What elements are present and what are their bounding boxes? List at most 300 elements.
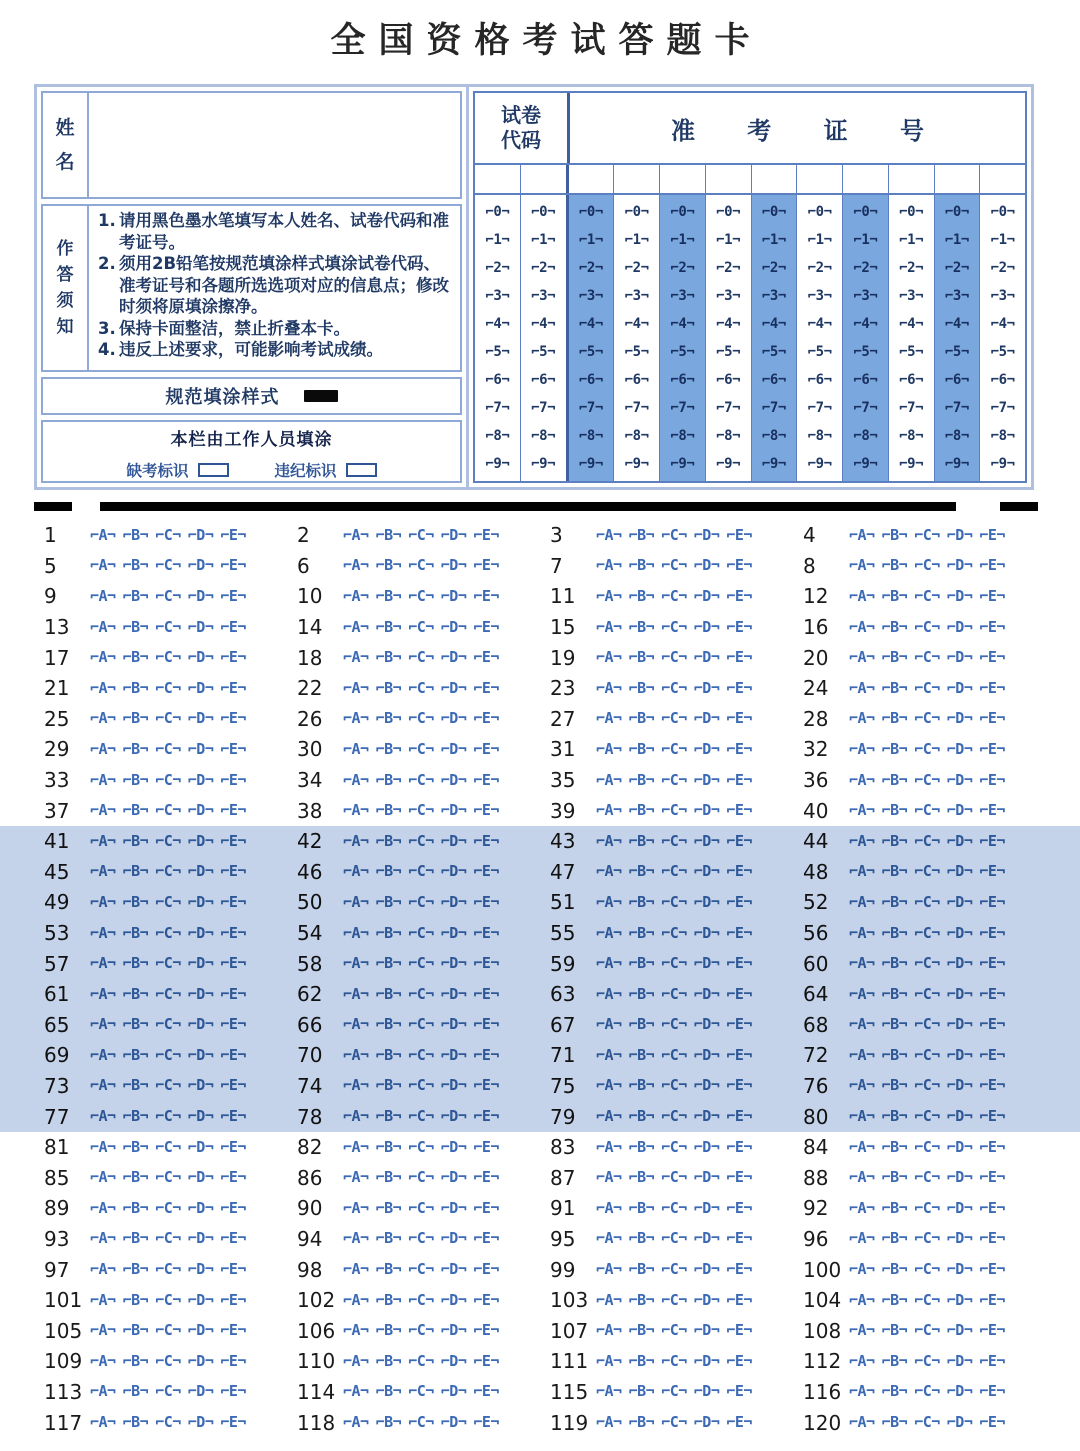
option-bubble-C[interactable]: ⌐C¬ [914,525,940,544]
bubble-6[interactable]: ⌐6¬ [761,372,786,388]
bubble-2[interactable]: ⌐2¬ [990,260,1015,276]
option-bubble-C[interactable]: ⌐C¬ [661,923,687,942]
bubble-0[interactable]: ⌐0¬ [853,204,878,220]
option-bubble-C[interactable]: ⌐C¬ [408,1351,434,1370]
option-bubble-B[interactable]: ⌐B¬ [628,1290,655,1309]
option-bubble-C[interactable]: ⌐C¬ [408,525,434,544]
option-bubble-E[interactable]: ⌐E¬ [726,1382,752,1401]
option-bubble-E[interactable]: ⌐E¬ [979,1229,1005,1248]
option-bubble-B[interactable]: ⌐B¬ [881,1015,908,1034]
bubble-3[interactable]: ⌐3¬ [531,288,556,304]
bubble-2[interactable]: ⌐2¬ [944,260,969,276]
option-bubble-E[interactable]: ⌐E¬ [220,1076,246,1095]
option-bubble-D[interactable]: ⌐D¬ [187,678,214,697]
option-bubble-B[interactable]: ⌐B¬ [628,525,655,544]
option-bubble-B[interactable]: ⌐B¬ [375,862,402,881]
option-bubble-A[interactable]: ⌐A¬ [343,892,369,911]
option-bubble-A[interactable]: ⌐A¬ [343,831,369,850]
option-bubble-D[interactable]: ⌐D¬ [440,617,467,636]
option-bubble-A[interactable]: ⌐A¬ [849,1321,875,1340]
bubble-7[interactable]: ⌐7¬ [761,400,786,416]
option-bubble-C[interactable]: ⌐C¬ [408,1229,434,1248]
option-bubble-C[interactable]: ⌐C¬ [661,1290,687,1309]
bubble-0[interactable]: ⌐0¬ [485,204,510,220]
option-bubble-C[interactable]: ⌐C¬ [914,586,940,605]
option-bubble-B[interactable]: ⌐B¬ [122,1351,149,1370]
option-bubble-D[interactable]: ⌐D¬ [946,923,973,942]
option-bubble-C[interactable]: ⌐C¬ [661,1076,687,1095]
option-bubble-C[interactable]: ⌐C¬ [155,556,181,575]
option-bubble-E[interactable]: ⌐E¬ [473,1321,499,1340]
option-bubble-D[interactable]: ⌐D¬ [693,739,720,758]
option-bubble-A[interactable]: ⌐A¬ [343,1045,369,1064]
option-bubble-C[interactable]: ⌐C¬ [914,678,940,697]
admission-write-cell[interactable] [706,165,752,193]
option-bubble-D[interactable]: ⌐D¬ [693,801,720,820]
option-bubble-B[interactable]: ⌐B¬ [122,678,149,697]
option-bubble-E[interactable]: ⌐E¬ [473,556,499,575]
option-bubble-B[interactable]: ⌐B¬ [881,954,908,973]
bubble-9[interactable]: ⌐9¬ [990,456,1015,472]
option-bubble-C[interactable]: ⌐C¬ [661,1351,687,1370]
option-bubble-B[interactable]: ⌐B¬ [375,1107,402,1126]
option-bubble-A[interactable]: ⌐A¬ [849,1107,875,1126]
bubble-7[interactable]: ⌐7¬ [670,400,695,416]
option-bubble-B[interactable]: ⌐B¬ [628,1076,655,1095]
bubble-6[interactable]: ⌐6¬ [944,372,969,388]
bubble-0[interactable]: ⌐0¬ [807,204,832,220]
option-bubble-B[interactable]: ⌐B¬ [881,1198,908,1217]
option-bubble-B[interactable]: ⌐B¬ [628,1198,655,1217]
option-bubble-E[interactable]: ⌐E¬ [726,831,752,850]
option-bubble-E[interactable]: ⌐E¬ [473,923,499,942]
option-bubble-E[interactable]: ⌐E¬ [726,1351,752,1370]
option-bubble-D[interactable]: ⌐D¬ [693,984,720,1003]
option-bubble-A[interactable]: ⌐A¬ [90,1351,116,1370]
option-bubble-E[interactable]: ⌐E¬ [979,556,1005,575]
option-bubble-C[interactable]: ⌐C¬ [661,1260,687,1279]
option-bubble-C[interactable]: ⌐C¬ [155,1260,181,1279]
option-bubble-A[interactable]: ⌐A¬ [343,739,369,758]
bubble-5[interactable]: ⌐5¬ [716,344,741,360]
option-bubble-D[interactable]: ⌐D¬ [187,586,214,605]
option-bubble-A[interactable]: ⌐A¬ [343,648,369,667]
option-bubble-A[interactable]: ⌐A¬ [90,586,116,605]
option-bubble-D[interactable]: ⌐D¬ [187,862,214,881]
option-bubble-E[interactable]: ⌐E¬ [979,862,1005,881]
option-bubble-A[interactable]: ⌐A¬ [343,586,369,605]
option-bubble-E[interactable]: ⌐E¬ [726,617,752,636]
option-bubble-D[interactable]: ⌐D¬ [440,1076,467,1095]
option-bubble-A[interactable]: ⌐A¬ [596,556,622,575]
option-bubble-B[interactable]: ⌐B¬ [628,1413,655,1432]
option-bubble-A[interactable]: ⌐A¬ [596,1413,622,1432]
option-bubble-B[interactable]: ⌐B¬ [628,1229,655,1248]
option-bubble-C[interactable]: ⌐C¬ [914,1076,940,1095]
option-bubble-B[interactable]: ⌐B¬ [375,709,402,728]
option-bubble-B[interactable]: ⌐B¬ [881,1260,908,1279]
option-bubble-A[interactable]: ⌐A¬ [596,1382,622,1401]
option-bubble-D[interactable]: ⌐D¬ [187,709,214,728]
option-bubble-C[interactable]: ⌐C¬ [155,709,181,728]
paper-code-write-cell[interactable] [475,165,521,193]
admission-write-cell[interactable] [569,165,615,193]
bubble-0[interactable]: ⌐0¬ [990,204,1015,220]
option-bubble-C[interactable]: ⌐C¬ [661,984,687,1003]
option-bubble-A[interactable]: ⌐A¬ [849,1137,875,1156]
option-bubble-E[interactable]: ⌐E¬ [979,1413,1005,1432]
option-bubble-D[interactable]: ⌐D¬ [440,892,467,911]
option-bubble-B[interactable]: ⌐B¬ [628,556,655,575]
option-bubble-A[interactable]: ⌐A¬ [90,1168,116,1187]
option-bubble-B[interactable]: ⌐B¬ [881,892,908,911]
option-bubble-C[interactable]: ⌐C¬ [155,923,181,942]
option-bubble-C[interactable]: ⌐C¬ [408,1137,434,1156]
option-bubble-B[interactable]: ⌐B¬ [375,1290,402,1309]
option-bubble-D[interactable]: ⌐D¬ [440,586,467,605]
option-bubble-A[interactable]: ⌐A¬ [90,1045,116,1064]
option-bubble-A[interactable]: ⌐A¬ [596,1015,622,1034]
option-bubble-E[interactable]: ⌐E¬ [726,1321,752,1340]
option-bubble-A[interactable]: ⌐A¬ [849,1382,875,1401]
option-bubble-A[interactable]: ⌐A¬ [90,862,116,881]
bubble-8[interactable]: ⌐8¬ [990,428,1015,444]
option-bubble-D[interactable]: ⌐D¬ [946,1321,973,1340]
option-bubble-E[interactable]: ⌐E¬ [726,923,752,942]
option-bubble-C[interactable]: ⌐C¬ [155,1382,181,1401]
option-bubble-D[interactable]: ⌐D¬ [946,954,973,973]
option-bubble-D[interactable]: ⌐D¬ [187,831,214,850]
option-bubble-E[interactable]: ⌐E¬ [220,770,246,789]
option-bubble-A[interactable]: ⌐A¬ [343,954,369,973]
option-bubble-E[interactable]: ⌐E¬ [220,1015,246,1034]
option-bubble-A[interactable]: ⌐A¬ [596,1290,622,1309]
option-bubble-B[interactable]: ⌐B¬ [122,1321,149,1340]
option-bubble-C[interactable]: ⌐C¬ [155,862,181,881]
option-bubble-D[interactable]: ⌐D¬ [693,586,720,605]
bubble-5[interactable]: ⌐5¬ [578,344,603,360]
option-bubble-A[interactable]: ⌐A¬ [343,678,369,697]
option-bubble-E[interactable]: ⌐E¬ [220,862,246,881]
option-bubble-A[interactable]: ⌐A¬ [343,525,369,544]
option-bubble-E[interactable]: ⌐E¬ [979,1137,1005,1156]
option-bubble-B[interactable]: ⌐B¬ [628,770,655,789]
option-bubble-A[interactable]: ⌐A¬ [849,1229,875,1248]
bubble-4[interactable]: ⌐4¬ [990,316,1015,332]
option-bubble-C[interactable]: ⌐C¬ [155,892,181,911]
option-bubble-E[interactable]: ⌐E¬ [220,1413,246,1432]
option-bubble-A[interactable]: ⌐A¬ [343,1382,369,1401]
option-bubble-A[interactable]: ⌐A¬ [90,1076,116,1095]
option-bubble-E[interactable]: ⌐E¬ [979,1076,1005,1095]
option-bubble-D[interactable]: ⌐D¬ [187,1015,214,1034]
option-bubble-D[interactable]: ⌐D¬ [440,739,467,758]
option-bubble-C[interactable]: ⌐C¬ [661,709,687,728]
option-bubble-D[interactable]: ⌐D¬ [946,709,973,728]
option-bubble-A[interactable]: ⌐A¬ [849,1413,875,1432]
option-bubble-B[interactable]: ⌐B¬ [628,586,655,605]
bubble-9[interactable]: ⌐9¬ [807,456,832,472]
option-bubble-D[interactable]: ⌐D¬ [187,739,214,758]
option-bubble-C[interactable]: ⌐C¬ [914,770,940,789]
option-bubble-E[interactable]: ⌐E¬ [979,1045,1005,1064]
bubble-6[interactable]: ⌐6¬ [899,372,924,388]
option-bubble-B[interactable]: ⌐B¬ [375,770,402,789]
option-bubble-D[interactable]: ⌐D¬ [946,1382,973,1401]
option-bubble-A[interactable]: ⌐A¬ [849,923,875,942]
option-bubble-C[interactable]: ⌐C¬ [408,1076,434,1095]
option-bubble-E[interactable]: ⌐E¬ [473,1351,499,1370]
option-bubble-C[interactable]: ⌐C¬ [155,770,181,789]
option-bubble-A[interactable]: ⌐A¬ [596,586,622,605]
bubble-4[interactable]: ⌐4¬ [899,316,924,332]
bubble-2[interactable]: ⌐2¬ [578,260,603,276]
option-bubble-B[interactable]: ⌐B¬ [881,525,908,544]
option-bubble-E[interactable]: ⌐E¬ [473,678,499,697]
option-bubble-E[interactable]: ⌐E¬ [726,1290,752,1309]
option-bubble-A[interactable]: ⌐A¬ [343,1321,369,1340]
option-bubble-E[interactable]: ⌐E¬ [220,1260,246,1279]
option-bubble-D[interactable]: ⌐D¬ [693,1260,720,1279]
option-bubble-D[interactable]: ⌐D¬ [187,1260,214,1279]
option-bubble-E[interactable]: ⌐E¬ [220,1107,246,1126]
option-bubble-D[interactable]: ⌐D¬ [946,831,973,850]
option-bubble-E[interactable]: ⌐E¬ [726,678,752,697]
option-bubble-D[interactable]: ⌐D¬ [693,678,720,697]
option-bubble-E[interactable]: ⌐E¬ [220,556,246,575]
option-bubble-A[interactable]: ⌐A¬ [849,678,875,697]
bubble-8[interactable]: ⌐8¬ [807,428,832,444]
option-bubble-D[interactable]: ⌐D¬ [693,617,720,636]
option-bubble-E[interactable]: ⌐E¬ [979,892,1005,911]
option-bubble-B[interactable]: ⌐B¬ [375,1351,402,1370]
option-bubble-D[interactable]: ⌐D¬ [946,1076,973,1095]
option-bubble-B[interactable]: ⌐B¬ [122,770,149,789]
option-bubble-A[interactable]: ⌐A¬ [90,1260,116,1279]
option-bubble-D[interactable]: ⌐D¬ [693,709,720,728]
option-bubble-B[interactable]: ⌐B¬ [375,831,402,850]
violation-mark-checkbox[interactable] [346,463,377,477]
option-bubble-D[interactable]: ⌐D¬ [693,648,720,667]
option-bubble-A[interactable]: ⌐A¬ [343,1413,369,1432]
option-bubble-C[interactable]: ⌐C¬ [155,954,181,973]
option-bubble-D[interactable]: ⌐D¬ [440,1229,467,1248]
option-bubble-C[interactable]: ⌐C¬ [914,984,940,1003]
option-bubble-E[interactable]: ⌐E¬ [220,678,246,697]
option-bubble-E[interactable]: ⌐E¬ [473,739,499,758]
option-bubble-B[interactable]: ⌐B¬ [375,801,402,820]
option-bubble-A[interactable]: ⌐A¬ [596,709,622,728]
option-bubble-B[interactable]: ⌐B¬ [375,1168,402,1187]
option-bubble-B[interactable]: ⌐B¬ [628,831,655,850]
option-bubble-D[interactable]: ⌐D¬ [946,617,973,636]
bubble-8[interactable]: ⌐8¬ [531,428,556,444]
bubble-4[interactable]: ⌐4¬ [485,316,510,332]
option-bubble-C[interactable]: ⌐C¬ [408,739,434,758]
option-bubble-A[interactable]: ⌐A¬ [596,648,622,667]
option-bubble-A[interactable]: ⌐A¬ [849,739,875,758]
bubble-0[interactable]: ⌐0¬ [899,204,924,220]
option-bubble-D[interactable]: ⌐D¬ [440,1413,467,1432]
option-bubble-E[interactable]: ⌐E¬ [726,1137,752,1156]
option-bubble-E[interactable]: ⌐E¬ [979,1260,1005,1279]
bubble-6[interactable]: ⌐6¬ [716,372,741,388]
option-bubble-D[interactable]: ⌐D¬ [946,1045,973,1064]
option-bubble-B[interactable]: ⌐B¬ [375,1076,402,1095]
option-bubble-D[interactable]: ⌐D¬ [440,1290,467,1309]
option-bubble-D[interactable]: ⌐D¬ [693,1015,720,1034]
option-bubble-C[interactable]: ⌐C¬ [408,1168,434,1187]
bubble-6[interactable]: ⌐6¬ [990,372,1015,388]
option-bubble-C[interactable]: ⌐C¬ [408,1107,434,1126]
option-bubble-C[interactable]: ⌐C¬ [408,556,434,575]
option-bubble-E[interactable]: ⌐E¬ [726,1198,752,1217]
option-bubble-B[interactable]: ⌐B¬ [881,586,908,605]
admission-write-cell[interactable] [797,165,843,193]
bubble-1[interactable]: ⌐1¬ [716,232,741,248]
option-bubble-A[interactable]: ⌐A¬ [90,678,116,697]
option-bubble-C[interactable]: ⌐C¬ [661,831,687,850]
option-bubble-D[interactable]: ⌐D¬ [440,1045,467,1064]
option-bubble-B[interactable]: ⌐B¬ [881,1382,908,1401]
bubble-3[interactable]: ⌐3¬ [761,288,786,304]
bubble-9[interactable]: ⌐9¬ [761,456,786,472]
option-bubble-E[interactable]: ⌐E¬ [473,648,499,667]
option-bubble-D[interactable]: ⌐D¬ [946,556,973,575]
option-bubble-B[interactable]: ⌐B¬ [375,1413,402,1432]
option-bubble-B[interactable]: ⌐B¬ [881,1290,908,1309]
option-bubble-B[interactable]: ⌐B¬ [881,678,908,697]
bubble-6[interactable]: ⌐6¬ [807,372,832,388]
option-bubble-A[interactable]: ⌐A¬ [343,923,369,942]
option-bubble-E[interactable]: ⌐E¬ [726,1229,752,1248]
option-bubble-C[interactable]: ⌐C¬ [914,831,940,850]
option-bubble-A[interactable]: ⌐A¬ [343,862,369,881]
option-bubble-E[interactable]: ⌐E¬ [220,617,246,636]
option-bubble-C[interactable]: ⌐C¬ [155,1107,181,1126]
option-bubble-C[interactable]: ⌐C¬ [155,648,181,667]
bubble-3[interactable]: ⌐3¬ [899,288,924,304]
option-bubble-A[interactable]: ⌐A¬ [90,709,116,728]
option-bubble-D[interactable]: ⌐D¬ [693,831,720,850]
option-bubble-B[interactable]: ⌐B¬ [122,954,149,973]
option-bubble-B[interactable]: ⌐B¬ [881,923,908,942]
option-bubble-B[interactable]: ⌐B¬ [881,709,908,728]
option-bubble-A[interactable]: ⌐A¬ [596,739,622,758]
bubble-8[interactable]: ⌐8¬ [761,428,786,444]
bubble-7[interactable]: ⌐7¬ [716,400,741,416]
option-bubble-C[interactable]: ⌐C¬ [408,709,434,728]
option-bubble-D[interactable]: ⌐D¬ [946,801,973,820]
option-bubble-E[interactable]: ⌐E¬ [979,1198,1005,1217]
option-bubble-D[interactable]: ⌐D¬ [187,801,214,820]
option-bubble-A[interactable]: ⌐A¬ [90,1137,116,1156]
option-bubble-A[interactable]: ⌐A¬ [343,556,369,575]
option-bubble-B[interactable]: ⌐B¬ [122,1198,149,1217]
option-bubble-D[interactable]: ⌐D¬ [440,954,467,973]
option-bubble-A[interactable]: ⌐A¬ [849,1015,875,1034]
option-bubble-E[interactable]: ⌐E¬ [220,1382,246,1401]
option-bubble-D[interactable]: ⌐D¬ [187,892,214,911]
option-bubble-E[interactable]: ⌐E¬ [220,709,246,728]
option-bubble-A[interactable]: ⌐A¬ [596,1260,622,1279]
absent-mark-checkbox[interactable] [198,463,229,477]
option-bubble-A[interactable]: ⌐A¬ [90,801,116,820]
option-bubble-E[interactable]: ⌐E¬ [220,648,246,667]
option-bubble-C[interactable]: ⌐C¬ [914,1260,940,1279]
option-bubble-D[interactable]: ⌐D¬ [187,984,214,1003]
bubble-9[interactable]: ⌐9¬ [624,456,649,472]
option-bubble-E[interactable]: ⌐E¬ [473,1045,499,1064]
bubble-0[interactable]: ⌐0¬ [761,204,786,220]
option-bubble-A[interactable]: ⌐A¬ [343,1351,369,1370]
bubble-5[interactable]: ⌐5¬ [990,344,1015,360]
option-bubble-E[interactable]: ⌐E¬ [473,1198,499,1217]
option-bubble-D[interactable]: ⌐D¬ [440,1351,467,1370]
bubble-9[interactable]: ⌐9¬ [670,456,695,472]
option-bubble-B[interactable]: ⌐B¬ [375,1260,402,1279]
option-bubble-C[interactable]: ⌐C¬ [661,1015,687,1034]
option-bubble-C[interactable]: ⌐C¬ [661,892,687,911]
bubble-4[interactable]: ⌐4¬ [944,316,969,332]
option-bubble-D[interactable]: ⌐D¬ [187,1076,214,1095]
option-bubble-E[interactable]: ⌐E¬ [726,1045,752,1064]
option-bubble-D[interactable]: ⌐D¬ [440,1382,467,1401]
bubble-3[interactable]: ⌐3¬ [670,288,695,304]
name-input-field[interactable] [89,93,460,197]
option-bubble-B[interactable]: ⌐B¬ [881,984,908,1003]
bubble-5[interactable]: ⌐5¬ [853,344,878,360]
option-bubble-B[interactable]: ⌐B¬ [375,648,402,667]
option-bubble-A[interactable]: ⌐A¬ [596,801,622,820]
option-bubble-D[interactable]: ⌐D¬ [187,1351,214,1370]
option-bubble-D[interactable]: ⌐D¬ [693,1198,720,1217]
admission-write-cell[interactable] [889,165,935,193]
bubble-3[interactable]: ⌐3¬ [807,288,832,304]
option-bubble-A[interactable]: ⌐A¬ [596,1137,622,1156]
option-bubble-C[interactable]: ⌐C¬ [155,1015,181,1034]
option-bubble-D[interactable]: ⌐D¬ [440,556,467,575]
option-bubble-A[interactable]: ⌐A¬ [90,892,116,911]
bubble-2[interactable]: ⌐2¬ [485,260,510,276]
option-bubble-C[interactable]: ⌐C¬ [408,1290,434,1309]
option-bubble-C[interactable]: ⌐C¬ [914,1137,940,1156]
option-bubble-A[interactable]: ⌐A¬ [849,1045,875,1064]
bubble-5[interactable]: ⌐5¬ [899,344,924,360]
option-bubble-A[interactable]: ⌐A¬ [90,954,116,973]
bubble-9[interactable]: ⌐9¬ [578,456,603,472]
option-bubble-A[interactable]: ⌐A¬ [596,1229,622,1248]
admission-write-cell[interactable] [843,165,889,193]
option-bubble-A[interactable]: ⌐A¬ [849,1260,875,1279]
option-bubble-D[interactable]: ⌐D¬ [693,862,720,881]
bubble-6[interactable]: ⌐6¬ [670,372,695,388]
option-bubble-E[interactable]: ⌐E¬ [220,525,246,544]
option-bubble-B[interactable]: ⌐B¬ [122,709,149,728]
option-bubble-A[interactable]: ⌐A¬ [90,923,116,942]
option-bubble-B[interactable]: ⌐B¬ [628,1015,655,1034]
option-bubble-C[interactable]: ⌐C¬ [914,1198,940,1217]
option-bubble-E[interactable]: ⌐E¬ [220,1045,246,1064]
option-bubble-B[interactable]: ⌐B¬ [881,617,908,636]
option-bubble-A[interactable]: ⌐A¬ [849,1198,875,1217]
option-bubble-B[interactable]: ⌐B¬ [122,862,149,881]
option-bubble-B[interactable]: ⌐B¬ [122,1229,149,1248]
option-bubble-E[interactable]: ⌐E¬ [979,1382,1005,1401]
option-bubble-B[interactable]: ⌐B¬ [122,617,149,636]
option-bubble-E[interactable]: ⌐E¬ [979,770,1005,789]
option-bubble-C[interactable]: ⌐C¬ [155,801,181,820]
